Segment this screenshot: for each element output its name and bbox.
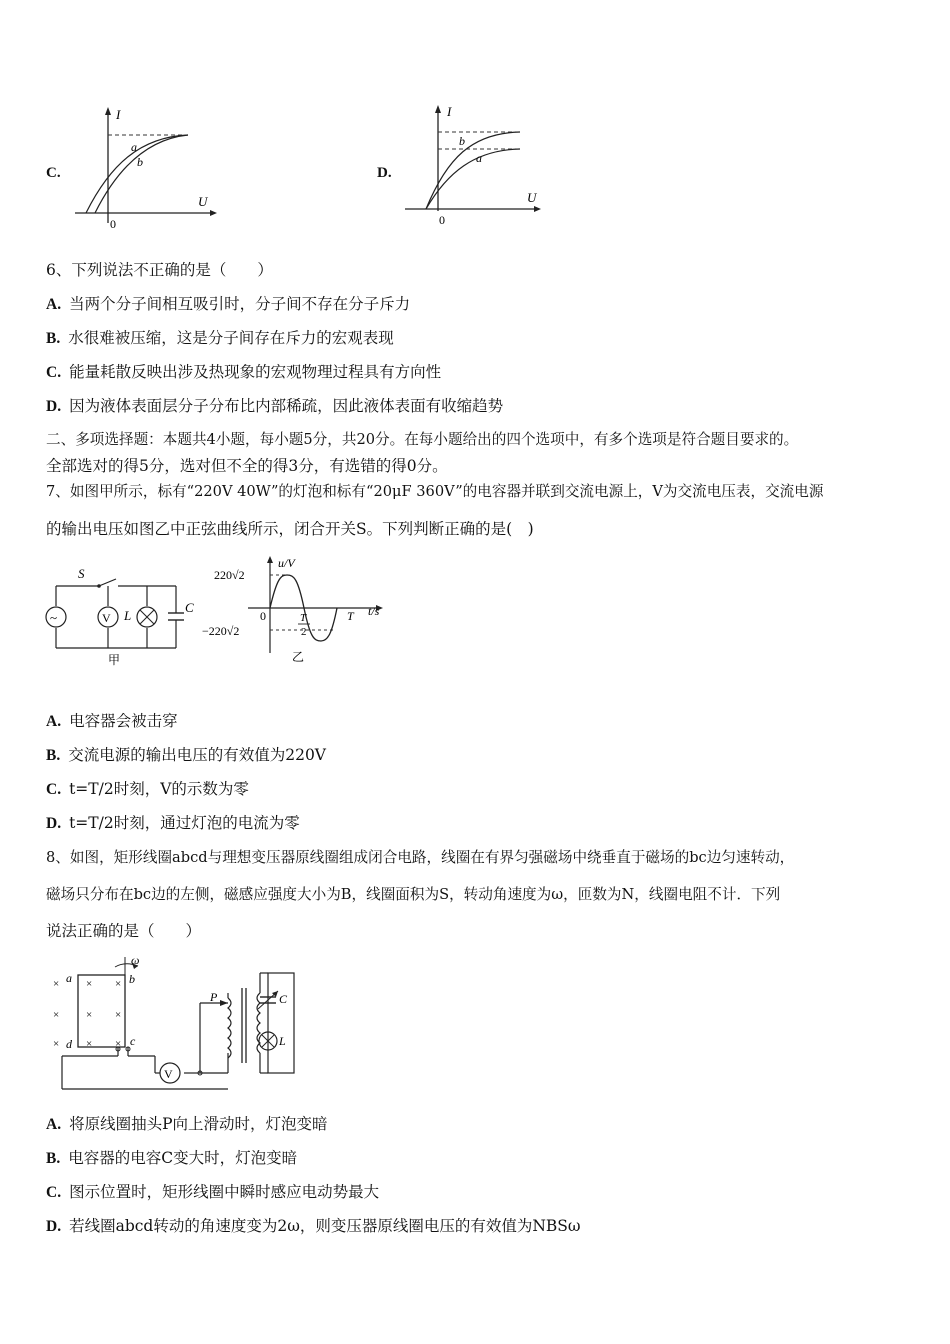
q6-option-c — [46, 362, 441, 383]
option-key: C. — [46, 781, 62, 798]
q8-stem-line3: 说法正确的是（ ） — [46, 922, 202, 940]
t-half-denominator: 2 — [301, 626, 307, 638]
label-lamp: L — [279, 1034, 286, 1048]
lamp-label: L — [124, 608, 132, 623]
q6-stem: 6、下列说法不正确的是（ ） — [46, 261, 273, 279]
ac-source-symbol: ~ — [50, 610, 58, 625]
q7-stem-line2: 的输出电压如图乙中正弦曲线所示，闭合开关S。下列判断正确的是( ) — [46, 520, 534, 538]
q6-option-b — [46, 328, 394, 349]
axis-u-label: U — [198, 194, 208, 209]
svg-text:×: × — [86, 1038, 93, 1050]
axis-u-label: U — [527, 190, 537, 205]
t-half-numerator: T — [300, 612, 307, 624]
t-axis-label: t/s — [368, 604, 380, 618]
option-text: 将原线圈抽头P向上滑动时，灯泡变暗 — [69, 1115, 328, 1133]
x-axis-arrow — [210, 210, 217, 216]
q8-option-a — [46, 1114, 328, 1135]
option-key: A. — [46, 296, 62, 313]
q8-option-d — [46, 1216, 581, 1237]
option-key: B. — [46, 330, 61, 347]
option-key: D. — [46, 815, 62, 832]
curve-b — [426, 132, 520, 209]
q8-stem-line1: 8、如图，矩形线圈abcd与理想变压器原线圈组成闭合电路，线圈在有界匀强磁场中绕垂直于磁场的bc边匀速转动， — [46, 849, 795, 866]
option-text: 若线圈abcd转动的角速度变为2ω，则变压器原线圈电压的有效值为NBSω — [69, 1217, 581, 1235]
q7-option-c — [46, 779, 249, 800]
label-capacitor: C — [279, 992, 288, 1006]
option-text: 当两个分子间相互吸引时，分子间不存在分子斥力 — [69, 295, 411, 313]
svg-text:×: × — [53, 978, 60, 990]
curve-b-label: b — [459, 134, 465, 148]
q6-option-a — [46, 294, 410, 315]
option-key: D. — [46, 398, 62, 415]
option-text: t=T/2时刻，V的示数为零 — [69, 780, 249, 798]
q8-circuit-figure — [50, 953, 305, 1093]
curve-a — [426, 149, 520, 209]
option-text: 电容器会被击穿 — [69, 712, 178, 730]
option-key: C. — [46, 1184, 62, 1201]
option-text: 交流电源的输出电压的有效值为220V — [68, 746, 326, 764]
primary-coil — [228, 998, 231, 1058]
figure-caption-yi: 乙 — [292, 650, 305, 664]
y-axis-arrow — [105, 107, 111, 115]
option-text: 图示位置时，矩形线圈中瞬时感应电动势最大 — [69, 1183, 380, 1201]
option-key: D. — [46, 1218, 62, 1235]
label-b: b — [129, 972, 135, 986]
curve-b — [95, 135, 188, 213]
q7-circuit-figure — [44, 566, 204, 666]
graph-d — [402, 103, 547, 228]
q8-stem-line2: 磁场只分布在bc边的左侧，磁感应强度大小为B，线圈面积为S，转动角速度为ω，匝数为N，线圈电阻不计．下列 — [46, 886, 781, 903]
q7-stem-line1: 7、如图甲所示，标有“220V 40W”的灯泡和标有“20μF 360V”的电容器并联到交流电源上，V为交流电压表，交流电源 — [46, 483, 824, 500]
origin-label: 0 — [439, 213, 445, 227]
label-c: c — [130, 1034, 136, 1048]
curve-b-label: b — [137, 155, 143, 169]
option-text: 能量耗散反映出涉及热现象的宏观物理过程具有方向性 — [69, 363, 442, 381]
y-axis-arrow — [435, 105, 441, 113]
section2-heading-line1: 二、多项选择题：本题共4小题，每小题5分，共20分。在每小题给出的四个选项中，有多个选项是符合题目要求的。 — [46, 431, 799, 448]
svg-text:×: × — [53, 1038, 60, 1050]
y-max-label: 220√2 — [214, 568, 245, 582]
label-omega: ω — [131, 953, 140, 967]
option-key: A. — [46, 713, 62, 730]
u-axis-label: u/V — [278, 556, 295, 570]
section2-heading-line2: 全部选对的得5分，选对但不全的得3分，有选错的得0分。 — [46, 457, 448, 475]
svg-text:×: × — [53, 1009, 60, 1021]
option-key: C. — [46, 364, 62, 381]
svg-text:×: × — [115, 978, 122, 990]
label-a: a — [66, 971, 72, 985]
graph-c — [70, 105, 220, 230]
axis-i-label: I — [116, 107, 121, 122]
svg-text:×: × — [115, 1009, 122, 1021]
q8-option-c — [46, 1182, 379, 1203]
curve-a-label: a — [476, 151, 482, 165]
option-text: t=T/2时刻，通过灯泡的电流为零 — [69, 814, 300, 832]
q7-voltage-graph — [200, 553, 395, 668]
t-full-label: T — [347, 609, 354, 623]
capacitor-label: C — [185, 600, 194, 615]
switch-label: S — [78, 566, 85, 581]
svg-text:×: × — [86, 978, 93, 990]
label-p: P — [210, 990, 218, 1004]
origin-label: 0 — [260, 609, 266, 623]
option-text: 电容器的电容C变大时，灯泡变暗 — [68, 1149, 298, 1167]
q7-option-b — [46, 745, 326, 766]
option-c-label: C. — [46, 165, 61, 181]
svg-text:×: × — [86, 1009, 93, 1021]
option-key: A. — [46, 1116, 62, 1133]
tap-p-arrow — [220, 1000, 228, 1006]
q8-option-b — [46, 1148, 297, 1169]
y-min-label: −220√2 — [202, 624, 240, 638]
option-text: 因为液体表面层分子分布比内部稀疏，因此液体表面有收缩趋势 — [69, 397, 504, 415]
voltmeter-label: V — [102, 611, 111, 625]
q7-option-a — [46, 711, 178, 732]
origin-label: 0 — [110, 217, 116, 230]
axis-i-label: I — [447, 104, 452, 119]
option-key: B. — [46, 747, 61, 764]
curve-a-label: a — [131, 140, 137, 154]
q6-option-d — [46, 396, 503, 417]
x-axis-arrow — [534, 206, 541, 212]
svg-text:×: × — [115, 1038, 122, 1050]
q7-option-d — [46, 813, 300, 834]
option-text: 水很难被压缩，这是分子间存在斥力的宏观表现 — [68, 329, 394, 347]
voltmeter-label: V — [164, 1067, 173, 1081]
magnetic-field-crosses — [53, 978, 121, 1050]
switch-blade — [99, 579, 116, 586]
option-key: B. — [46, 1150, 61, 1167]
option-d-label: D. — [377, 165, 392, 181]
figure-caption-jia: 甲 — [108, 653, 121, 666]
label-d: d — [66, 1037, 72, 1051]
